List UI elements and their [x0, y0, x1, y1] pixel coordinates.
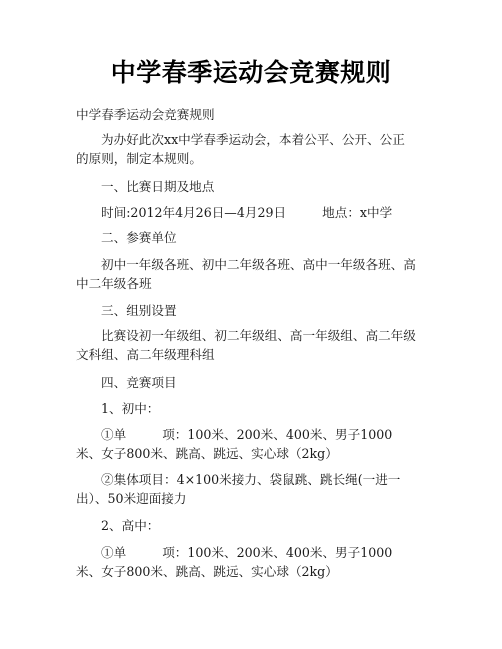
section-3-heading: 三、组别设置	[101, 303, 177, 318]
senior-heading: 2、高中：	[101, 518, 160, 533]
section-1-time-place	[101, 202, 461, 224]
junior-single-a: ①单	[101, 427, 127, 442]
section-2-line-2: 中二年级各班	[76, 276, 152, 291]
subtitle-line: 中学春季运动会竞赛规则	[76, 107, 215, 122]
senior-single-line-2: 米、女子800米、跳高、跳远、实心球（2kg）	[76, 564, 338, 579]
intro-line-1: 为办好此次xx中学春季运动会，本着公平、公开、公正	[101, 132, 405, 147]
document-title: 中学春季运动会竞赛规则	[110, 58, 392, 87]
section-3-line-1: 比赛设初一年级组、初二年级组、高一年级组、高二年级	[101, 328, 416, 343]
junior-team-line-1: ②集体项目：4×100米接力、袋鼠跳、跳长绳(一进一	[101, 472, 401, 487]
junior-team-line-2: 出）、50米迎面接力	[76, 491, 187, 506]
event-time: 时间:2012年4月26日—4月29日	[101, 205, 287, 220]
section-2-heading: 二、参赛单位	[101, 230, 177, 245]
section-1-heading: 一、比赛日期及地点	[101, 179, 215, 194]
junior-single-line-2: 米、女子800米、跳高、跳远、实心球（2kg）	[76, 446, 338, 461]
junior-single-b: 项：100米、200米、400米、男子1000	[162, 427, 393, 442]
senior-single-b: 项：100米、200米、400米、男子1000	[162, 545, 393, 560]
intro-line-2: 的原则，制定本规则。	[76, 151, 202, 166]
section-4-heading: 四、竞赛项目	[101, 375, 177, 390]
section-2-line-1: 初中一年级各班、初中二年级各班、高中一年级各班、高	[101, 257, 416, 272]
senior-single-a: ①单	[101, 545, 127, 560]
junior-heading: 1、初中：	[101, 401, 160, 416]
event-place: 地点：x中学	[322, 205, 393, 220]
section-3-line-2: 文科组、高二年级理科组	[76, 347, 215, 362]
